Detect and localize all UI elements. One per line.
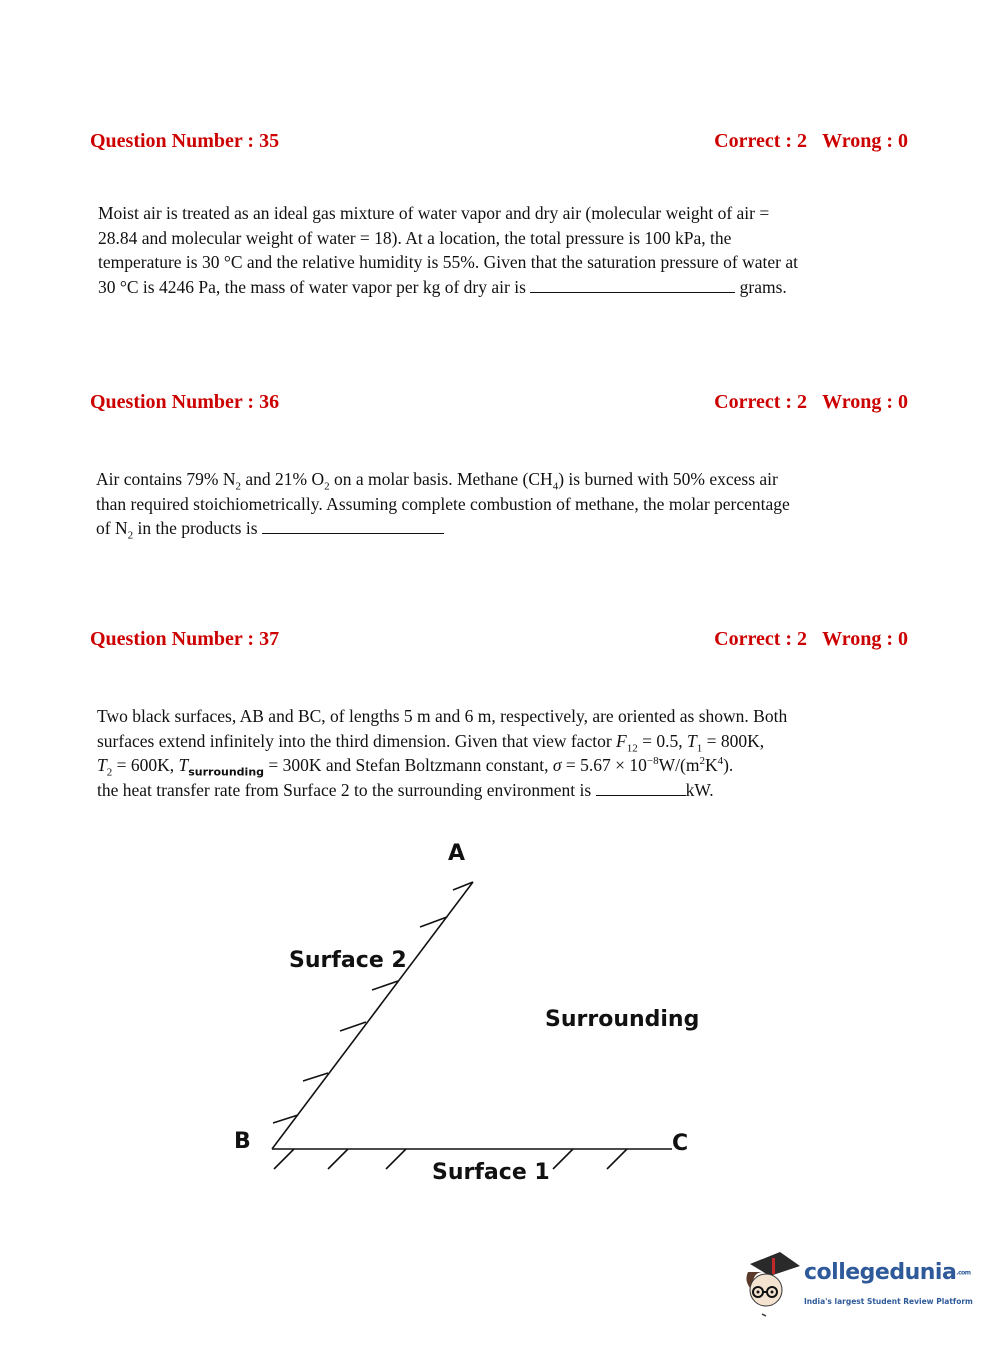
text-line: 28.84 and molecular weight of water = 18). At a location, the total pressure is 100 kPa, the — [98, 227, 732, 248]
correct-marks: Correct : 2 — [714, 391, 808, 413]
surfaces-diagram-svg — [220, 830, 720, 1200]
label-surface-1: Surface 1 — [432, 1160, 550, 1185]
label-surface-2: Surface 2 — [289, 948, 407, 973]
wrong-marks: Wrong : 0 — [822, 628, 908, 650]
label-A: A — [448, 841, 466, 866]
question-36-header — [90, 391, 908, 414]
text-line: than required stoichiometrically. Assuming complete combustion of methane, the molar percentage — [96, 493, 790, 514]
question-number: Question Number : 36 — [90, 391, 280, 413]
text-line: surfaces extend infinitely into the third dimension. Given that view factor $F_{12} = 0.5$, $T_1 = 800K$, — [97, 730, 765, 754]
question-37-header — [90, 628, 908, 651]
question-35-text — [98, 201, 913, 299]
surfaces-diagram — [220, 830, 720, 1200]
question-37-text — [97, 704, 912, 802]
question-number: Question Number : 37 — [90, 628, 280, 650]
text-line: 30 °C is 4246 Pa, the mass of water vapor per kg of dry air is grams. — [98, 276, 787, 297]
text-line: Two black surfaces, AB and BC, of lengths 5 m and 6 m, respectively, are oriented as shown. Both — [97, 706, 788, 726]
collegedunia-logo — [742, 1250, 972, 1320]
question-35-header — [90, 130, 908, 153]
text-line: $T_2 = 600K$, $T_{surrounding} = 300K$ and Stefan Boltzmann constant, $\sigma = 5.67 \times 10^{-8}W/(m^2K^4)$. — [97, 755, 734, 779]
text-line: Air contains 79% $N_2$ and 21% $O_2$ on a molar basis. Methane $(CH_4)$ is burned with 50% excess air — [96, 469, 778, 493]
label-C: C — [672, 1131, 689, 1156]
answer-blank[interactable] — [596, 781, 686, 796]
answer-blank[interactable] — [530, 278, 735, 293]
answer-blank[interactable] — [262, 519, 444, 534]
mascot-icon — [742, 1250, 802, 1320]
wrong-marks: Wrong : 0 — [822, 391, 908, 413]
text-line: Moist air is treated as an ideal gas mixture of water vapor and dry air (molecular weight of air = — [98, 203, 770, 223]
text-line: of $N_2$ in the products is — [96, 516, 911, 541]
correct-marks: Correct : 2 — [714, 130, 808, 152]
label-B: B — [234, 1129, 251, 1154]
score-info — [704, 391, 908, 414]
score-info — [704, 628, 908, 651]
label-surrounding: Surrounding — [545, 1007, 700, 1032]
text-line: temperature is 30 °C and the relative humidity is 55%. Given that the saturation pressure of water at — [98, 252, 798, 272]
question-number: Question Number : 35 — [90, 130, 280, 152]
text-line: the heat transfer rate from Surface 2 to the surrounding environment is kW. — [97, 779, 714, 800]
brand-tagline: India's largest Student Review Platform — [804, 1297, 973, 1306]
question-36-text — [96, 467, 911, 541]
wrong-marks: Wrong : 0 — [822, 130, 908, 152]
surface-2-line — [272, 882, 473, 1149]
score-info — [704, 130, 908, 153]
brand-name: collegedunia.com — [804, 1260, 971, 1285]
correct-marks: Correct : 2 — [714, 628, 808, 650]
